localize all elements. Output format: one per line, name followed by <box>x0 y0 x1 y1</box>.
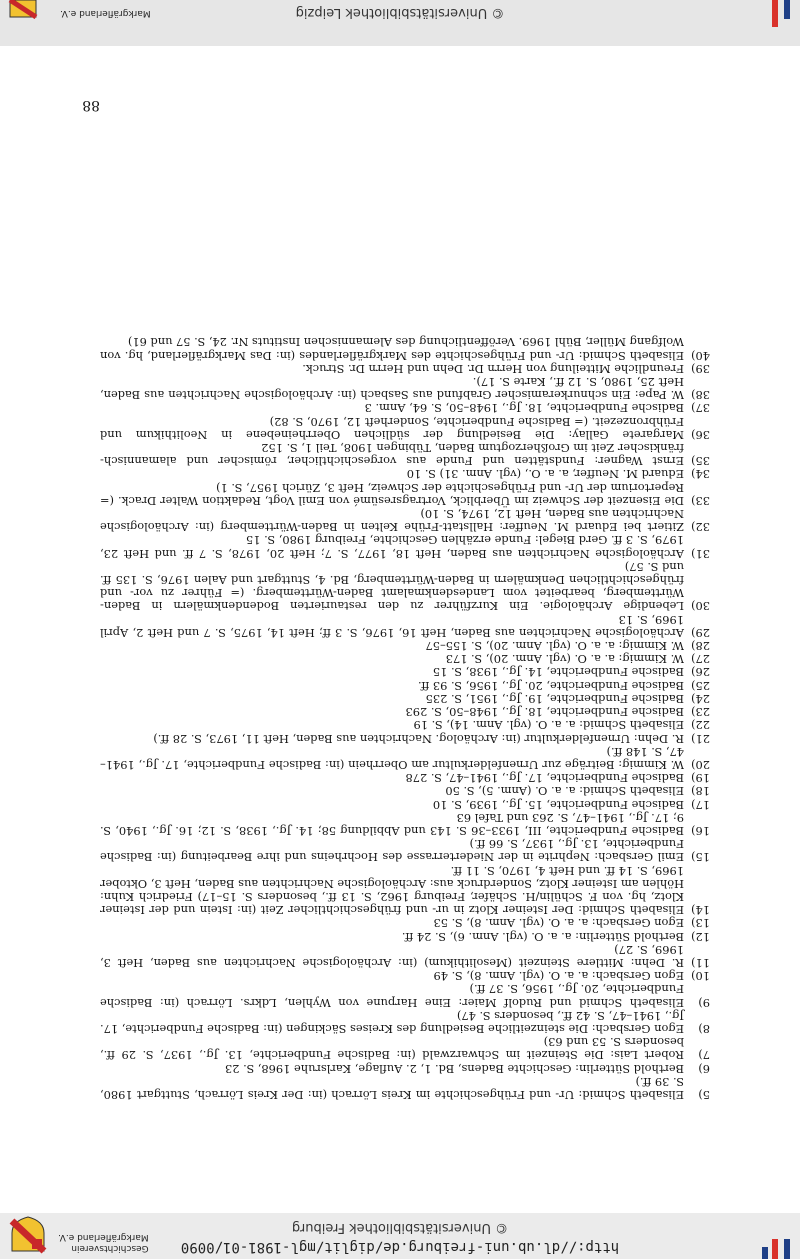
footnote-number: 15) <box>691 850 710 865</box>
footnote-text: Badische Fundberichte, 20. Jg., 1956, S. 93 ff. <box>417 678 684 693</box>
footnote-text: Berthold Sütterlin: a. a. O. (vgl. Anm. 6), S. 24 ff. <box>401 929 684 944</box>
footnote-number: 23) <box>691 705 710 720</box>
footnote-text: Margarete Gallay: Die Besiedlung der südlichen Oberrheinebene in Neolithikum und Frühbronzezeit. (= Badische Fundberichte, Sonderheft 12, 1970, S. 82) <box>100 414 684 442</box>
footnote-31 <box>100 533 710 559</box>
footnote-text: R. Dehn: Urnenfelderkultur (in: Archäolog. Nachrichten aus Baden, Heft 11, 1973, S. 28 ff.) <box>153 731 684 746</box>
footnote-text: R. Dehn: Mittlere Steinzeit (Mesolithikum) (in: Archäologische Nachrichten aus Baden, Heft 3, 1969, S. 27) <box>100 942 684 970</box>
footnote-number: 32) <box>691 520 710 535</box>
footnote-number: 14) <box>691 903 710 918</box>
footnote-25 <box>100 679 710 692</box>
footnote-text: Elisabeth Schmid: Ur- und Frühgeschichte im Kreis Lörrach (in: Der Kreis Lörrach, Stuttgart 1980, S. 39 ff.) <box>100 1074 684 1102</box>
footnote-17 <box>100 797 710 810</box>
footnote-27 <box>100 652 710 665</box>
footnote-text: Egon Gersbach: a. a. O. (vgl. Anm. 8), S. 49 <box>433 969 684 984</box>
footnote-10 <box>100 969 710 982</box>
footnote-26 <box>100 665 710 678</box>
footnote-16 <box>100 811 710 837</box>
footnote-23 <box>100 705 710 718</box>
footnote-number: 17) <box>691 797 710 812</box>
footnote-29 <box>100 612 710 638</box>
footnote-32 <box>100 507 710 533</box>
footnote-text: W. Kimmig: Beiträge zur Urnenfelderkultur am Oberrhein (in: Badische Fundberichte, 17. Jg., 1941–47, S. 148 ff.) <box>100 744 684 772</box>
footnote-38 <box>100 375 710 401</box>
footnote-12 <box>100 929 710 942</box>
footnote-22 <box>100 718 710 731</box>
footnote-18 <box>100 784 710 797</box>
footnote-24 <box>100 692 710 705</box>
society-name <box>58 1231 149 1253</box>
page-number: 88 <box>82 97 100 113</box>
footnote-text: Badische Fundberichte, III, 1933–36 S. 143 und Abbildung 58; 14. Jg., 1938, S. 12; 16. Jg., 1940, S. 9; 17. Jg., 1941–47, S. 263 und Tafel 63 <box>100 810 684 838</box>
footnote-number: 12) <box>691 929 710 944</box>
footnote-21 <box>100 731 710 744</box>
footnote-7 <box>100 1035 710 1061</box>
footnote-text: Elisabeth Schmid: Der Isteiner Klotz in ur- und frühgeschichtlicher Zeit (in: Istein und der Isteiner Klotz, hg. von F. Schülin/H. Schäfer, Freiburg 1962, S. 13 ff., besonders S. 15–17) Friedrich Kuhn: Höhlen am Isteiner Klotz, Sonderdruck aus: Archäologische Nachrichten aus Baden, Heft 3, Oktober 1969, S. 14 ff. und Heft 4, 1970, S. 11 ff. <box>100 863 684 918</box>
footnote-number: 39) <box>691 361 710 376</box>
footnote-text: Badische Fundberichte, 17. Jg., 1941–47, S. 278 <box>405 771 684 786</box>
footnote-13 <box>100 916 710 929</box>
footnote-number: 8) <box>698 1021 710 1036</box>
footer-society-name: Markgräflerland e.V. <box>60 8 151 18</box>
footnote-number: 13) <box>691 916 710 931</box>
footnote-text: Archäologische Nachrichten aus Baden, Heft 18, 1977, S. 7; Heft 20, 1978, S. 7 ff. und Heft 23, 1979, S. 3 ff. Gerd Biegel: Funde erzählen Geschichte, Freiburg 1980, S. 15 <box>100 533 684 561</box>
footnote-text: Egon Gersbach: a. a. O. (vgl. Anm. 8), S. 53 <box>433 916 684 931</box>
footnote-number: 29) <box>691 625 710 640</box>
footnote-37 <box>100 401 710 414</box>
footnote-number: 31) <box>691 546 710 561</box>
footnote-number: 26) <box>691 665 710 680</box>
footnote-39 <box>100 362 710 375</box>
footnote-6 <box>100 1061 710 1074</box>
footnote-text: Elisabeth Schmid: Ur- und Frühgeschichte des Markgräflerlandes (in: Das Markgräflerland, hg. von Wolfgang Müller, Bühl 1969. Veröffentlichung des Alemannischen Instituts Nr. 24, S. 57 und 61) <box>100 335 684 363</box>
footnote-text: Die Eisenzeit der Schweiz im Überblick, Vortragsresümé von Emil Vogt, Redaktion Walter Drack. (= Repertorium der Ur- und Frühgeschichte der Schweiz, Heft 3, Zürich 1957, S. 1) <box>100 480 684 508</box>
coat-of-arms-icon <box>8 0 38 19</box>
library-copyright: © Universitätsbibliothek Freiburg <box>291 1220 509 1235</box>
society-line-1: Geschichtsverein <box>71 1243 149 1253</box>
footnote-number: 9) <box>698 995 710 1010</box>
footnote-text: Elisabeth Schmid und Rudolf Maier: Eine Harpune von Wyhlen, Ldkrs. Lörrach (in: Badische Fundberichte, 20. Jg., 1956, S. 37 ff.) <box>100 982 684 1010</box>
footnote-14 <box>100 863 710 916</box>
footnote-number: 5) <box>698 1088 710 1102</box>
footnote-20 <box>100 745 710 771</box>
society-line-2: Markgräflerland e.V. <box>58 1232 149 1242</box>
footnote-34 <box>100 467 710 480</box>
footnote-number: 35) <box>691 454 710 469</box>
footnote-8 <box>100 1009 710 1035</box>
footnote-text: W. Pape: Ein schnurkeramischer Grabfund aus Sasbach (in: Archäologische Nachrichten aus Baden, Heft 25, 1980, S. 12 ff., Karte S. 17). <box>100 375 684 403</box>
footnote-number: 19) <box>691 771 710 786</box>
footnote-list <box>100 335 710 1101</box>
footnote-number: 16) <box>691 823 710 838</box>
footnote-number: 33) <box>691 493 710 508</box>
footnote-number: 40) <box>691 348 710 363</box>
footnote-40 <box>100 335 710 361</box>
footnote-text: Egon Gersbach: Die steinzeitliche Besiedlung des Kreises Säckingen (in: Badische Fundberichte, 17. Jg., 1941–47, S. 42 ff., besonders S. 47) <box>100 1008 684 1036</box>
footnote-35 <box>100 441 710 467</box>
footnote-text: Berthold Sütterlin: Geschichte Badens, Bd. 1, 2. Auflage, Karlsruhe 1968, S. 23 <box>225 1061 684 1076</box>
footnote-number: 28) <box>691 639 710 654</box>
footnote-number: 38) <box>691 388 710 403</box>
footnote-text: Badische Fundberichte, 18. Jg., 1948–50, S. 293 <box>405 705 684 720</box>
footnote-number: 18) <box>691 784 710 799</box>
coat-of-arms-icon <box>8 1215 48 1255</box>
footnote-text: Badische Fundberichte, 18. Jg., 1948–50, S. 64, Anm. 3 <box>364 401 684 416</box>
footnote-9 <box>100 982 710 1008</box>
footnote-text: Elisabeth Schmid: a. a. O. (vgl. Anm. 14), S. 19 <box>413 718 684 733</box>
footnote-text: Badische Fundberichte, 19. Jg., 1951, S. 235 <box>425 691 684 706</box>
footnote-number: 36) <box>691 427 710 442</box>
footnote-text: W. Kimmig: a. a. O. (vgl. Anm. 20), S. 173 <box>445 652 684 667</box>
document-url[interactable]: http://dl.ub.uni-freiburg.de/diglit/mgl-1981-01/0090 <box>180 1239 620 1255</box>
footnote-5 <box>100 1075 710 1101</box>
footnote-text: Elisabeth Schmid: a. a. O. (Anm. 5), S. 50 <box>445 784 684 799</box>
footnote-text: Zitiert bei Eduard M. Neuffer: Hallstatt-Frühe Kelten in Baden-Württemberg (in: Archäologische Nachrichten aus Baden, Heft 12, 1974, S. 10) <box>100 507 684 535</box>
footnote-30 <box>100 560 710 613</box>
footnote-33 <box>100 480 710 506</box>
footnote-number: 34) <box>691 467 710 482</box>
footnote-text: Robert Lais: Die Steinzeit im Schwarzwald (in: Badische Fundberichte, 13. Jg., 1937, S. 29 ff., besonders S. 53 und 63) <box>100 1035 684 1063</box>
footnote-number: 21) <box>691 731 710 746</box>
footnote-number: 20) <box>691 757 710 772</box>
footnote-number: 37) <box>691 401 710 416</box>
footnote-text: Eduard M. Neuffer, a. a. O., (vgl. Anm. 31) S. 10 <box>406 467 684 482</box>
footnote-number: 30) <box>691 599 710 614</box>
footnote-number: 25) <box>691 678 710 693</box>
footnote-text: Freundliche Mitteilung von Herrn Dr. Dehn und Herrn Dr. Struck. <box>302 361 684 376</box>
footnote-text: Ernst Wagner: Fundstätten und Funde aus vorgeschichtlicher, römischer und alamannisch-fränkischer Zeit im Großherzogtum Baden, Tübingen 1908, Teil 1, S. 152 <box>100 441 684 469</box>
footer-library-copyright: © Universitätsbibliothek Leipzig <box>295 5 505 20</box>
footnote-text: W. Kimmig: a. a. O. (vgl. Anm. 20), S. 155–57 <box>425 639 684 654</box>
footnote-number: 10) <box>691 969 710 984</box>
footnote-36 <box>100 414 710 440</box>
footnote-text: Badische Fundberichte, 14. Jg., 1938, S. 15 <box>432 665 684 680</box>
footnote-11 <box>100 943 710 969</box>
footnote-text: Archäologische Nachrichten aus Baden, Heft 16, 1976, S. 3 ff; Heft 14, 1975, S. 7 und Heft 2, April 1969, S. 13 <box>100 612 684 640</box>
footnote-number: 11) <box>691 955 710 970</box>
footnote-28 <box>100 639 710 652</box>
footnote-text: Emil Gersbach: Nephrite in der Niederterrasse des Hochrheins und ihre Bearbeitung (in: Badische Fundberichte, 13. Jg., 1937, S. 66 ff.) <box>100 837 684 865</box>
footnote-number: 24) <box>691 691 710 706</box>
footnote-text: Badische Fundberichte, 15. Jg., 1939, S. 10 <box>432 797 684 812</box>
footnote-text: Lebendige Archäologie. Ein Kurzführer zu den restaurierten Bodendenkmälern in Baden-Württemberg, bearbeitet vom Landesdenkmalamt Baden-Württemberg. (= Führer zu vor- und frühgeschichtlichen Denkmälern in Baden-Württemberg, Bd. 4, Stuttgart und Aalen 1976, S. 135 ff. und S. 57) <box>100 559 684 614</box>
footnote-number: 7) <box>698 1048 710 1063</box>
footnote-number: 22) <box>691 718 710 733</box>
footnote-number: 6) <box>698 1061 710 1076</box>
footnote-15 <box>100 837 710 863</box>
footnote-19 <box>100 771 710 784</box>
document-page <box>0 46 800 1213</box>
footnote-number: 27) <box>691 652 710 667</box>
header-bar <box>0 1213 800 1259</box>
